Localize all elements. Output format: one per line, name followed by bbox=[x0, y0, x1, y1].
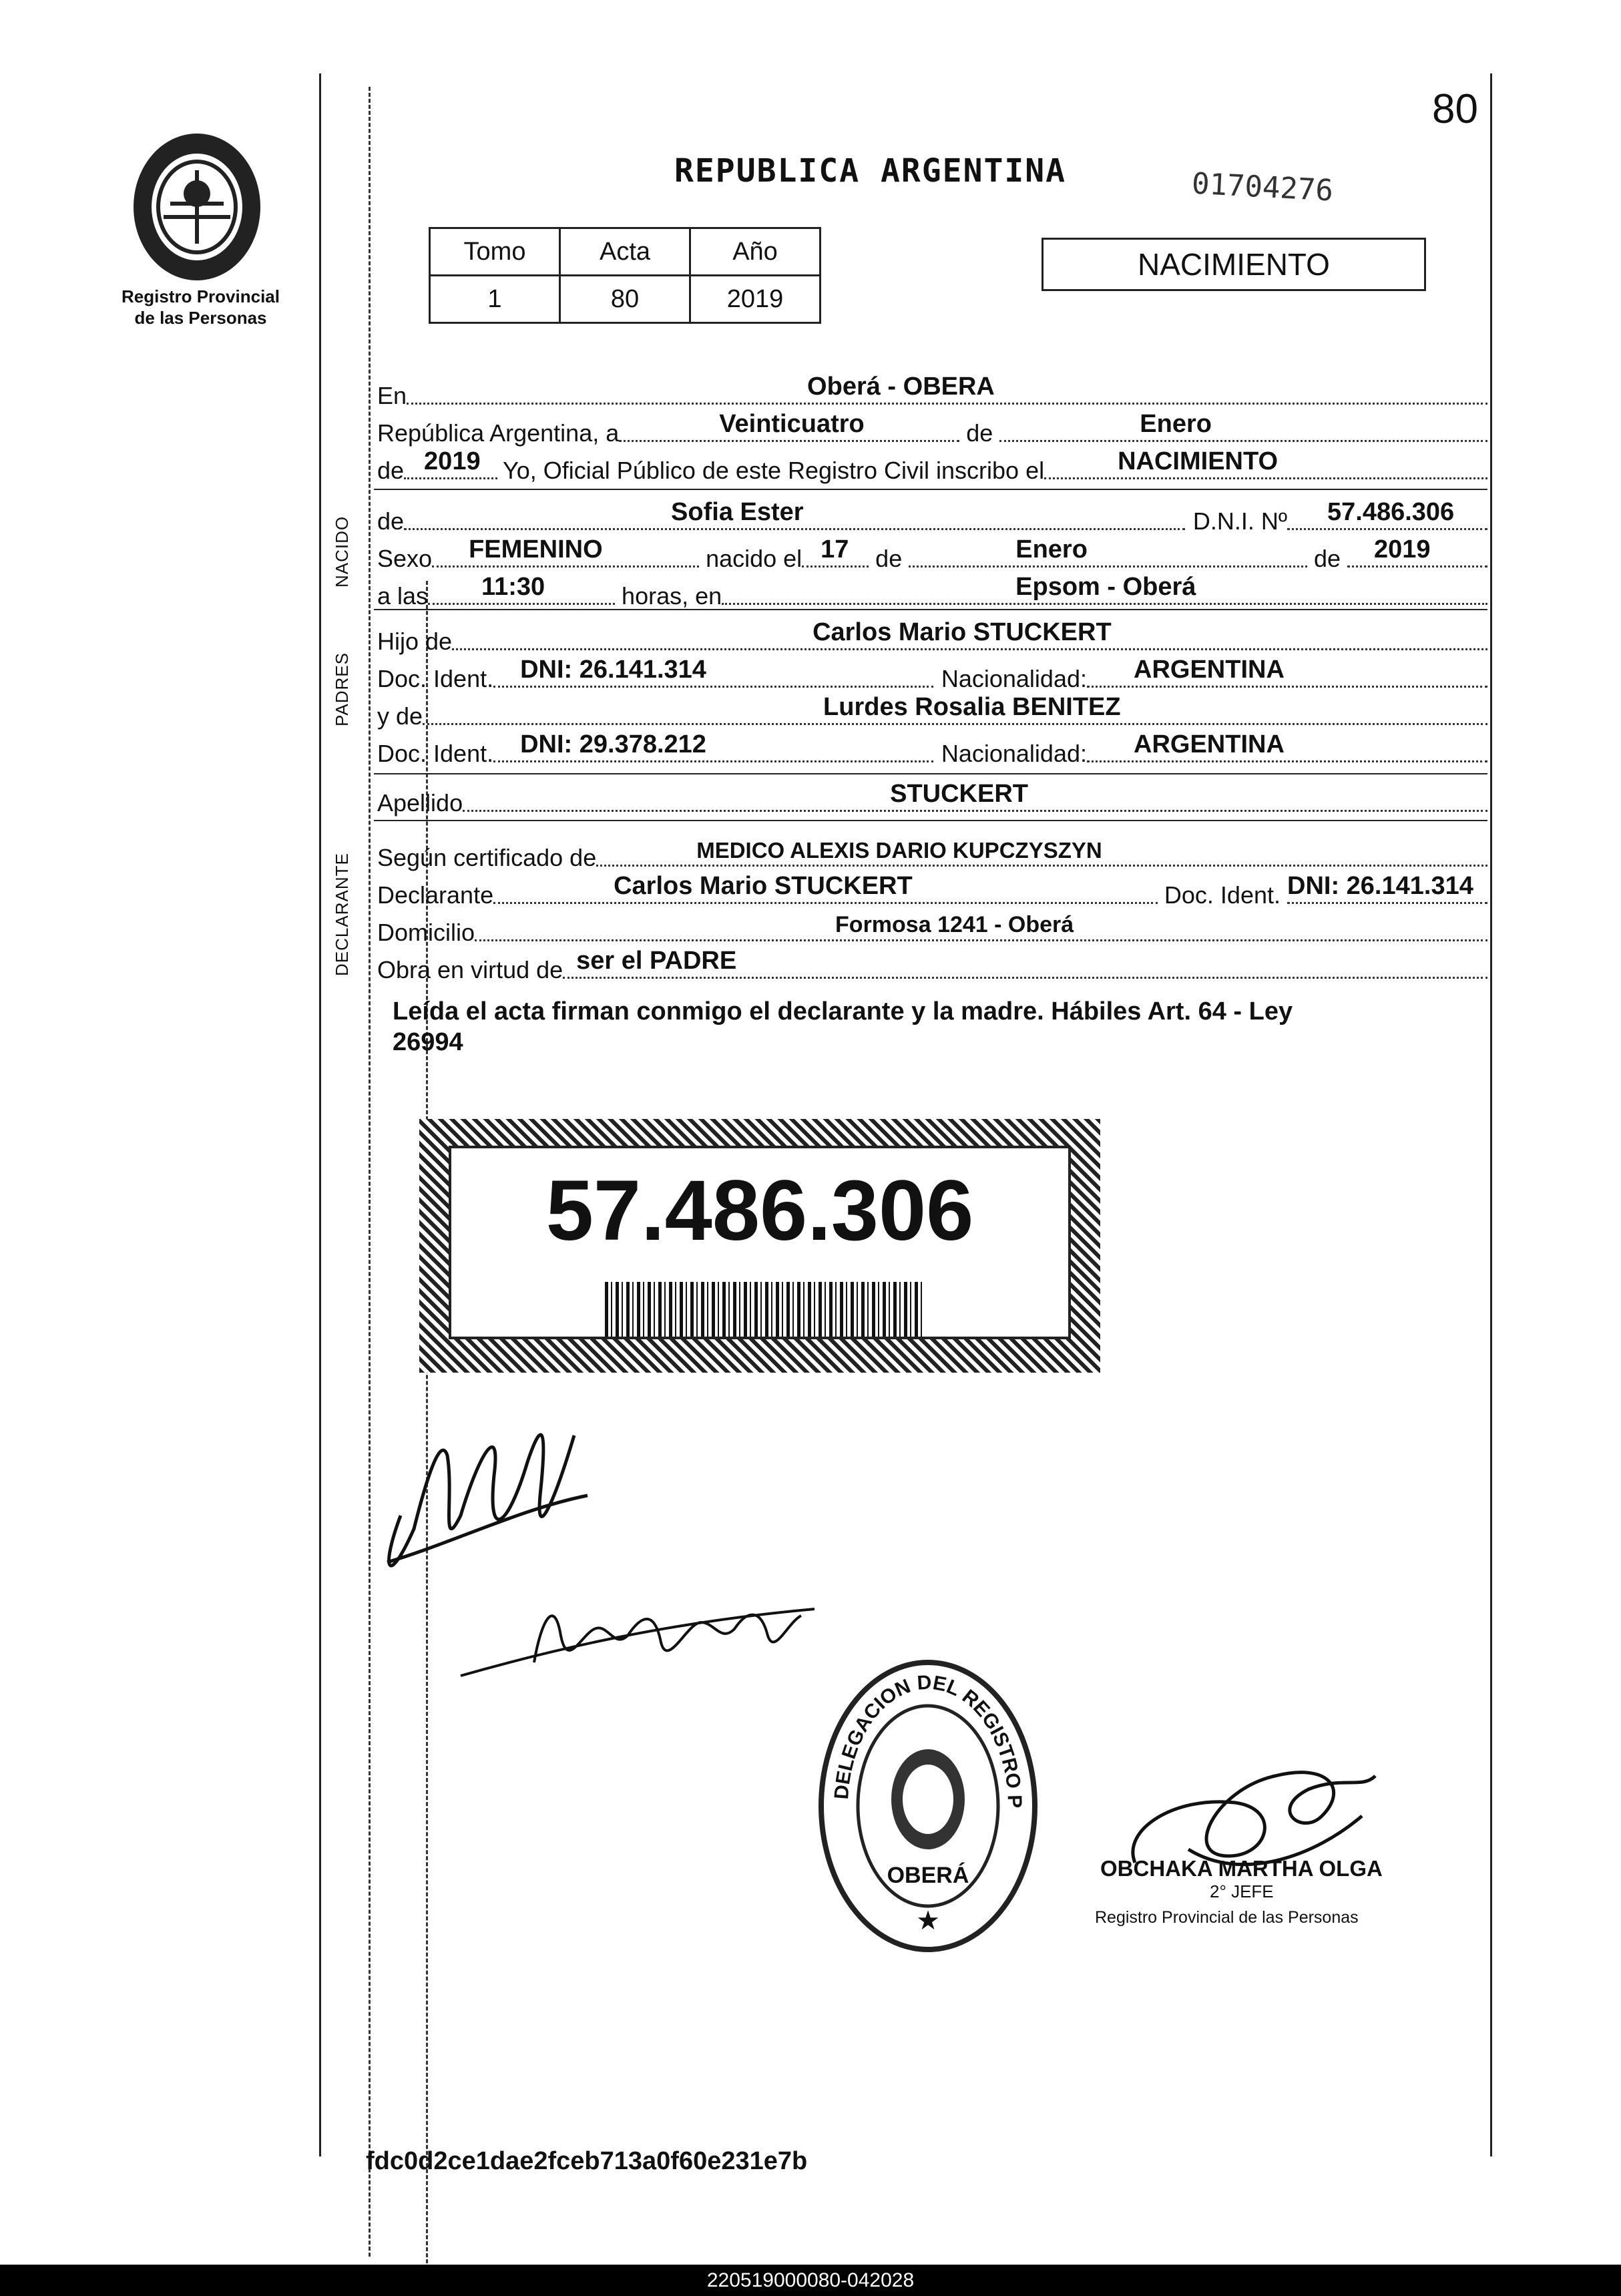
madre-value: Lurdes Rosalia BENITEZ bbox=[823, 693, 1121, 721]
nac2-label: Nacionalidad: bbox=[941, 740, 1087, 767]
row-domicilio bbox=[377, 909, 1487, 947]
stamp-city: OBERÁ bbox=[887, 1863, 969, 1888]
nac1-value: ARGENTINA bbox=[1134, 656, 1285, 684]
segun-value: MEDICO ALEXIS DARIO KUPCZYSZYN bbox=[696, 838, 1102, 863]
hijo-label: Hijo de bbox=[377, 628, 453, 655]
obra-value: ser el PADRE bbox=[576, 947, 737, 975]
de2-label: de bbox=[377, 457, 405, 484]
nombre-label: de bbox=[377, 507, 405, 535]
td-tomo: 1 bbox=[430, 276, 560, 323]
nac-anio: 2019 bbox=[1374, 535, 1431, 563]
obra-label: Obra en virtud de bbox=[377, 956, 563, 983]
document-title: REPUBLICA ARGENTINA bbox=[674, 152, 1067, 190]
oficial-text: Yo, Oficial Público de este Registro Civil inscribo el bbox=[503, 457, 1045, 484]
closing-line-1: Leída el acta firman conmigo el declarante y la madre. Hábiles Art. 64 - Ley bbox=[393, 997, 1293, 1025]
td-anio: 2019 bbox=[690, 276, 821, 323]
row-hora bbox=[377, 573, 1487, 610]
nac-mes: Enero bbox=[1015, 535, 1088, 563]
page-number: 80 bbox=[1432, 86, 1478, 132]
fold-line-1 bbox=[369, 87, 371, 2257]
alas-label: a las bbox=[377, 582, 429, 610]
footer-id: 220519000080-042028 bbox=[706, 2269, 915, 2291]
de-label: de bbox=[966, 419, 993, 447]
section-label-declarante: DECLARANTE bbox=[332, 853, 352, 976]
doc3-value: DNI: 26.141.314 bbox=[1287, 872, 1473, 900]
anio-value: 2019 bbox=[424, 447, 481, 475]
rule-1 bbox=[374, 489, 1487, 490]
dni-value: 57.486.306 bbox=[1327, 498, 1455, 526]
doc2-value: DNI: 29.378.212 bbox=[520, 730, 706, 758]
row-declarante bbox=[377, 872, 1487, 909]
rule-3 bbox=[374, 773, 1487, 774]
row-en bbox=[377, 373, 1487, 410]
padre-value: Carlos Mario STUCKERT bbox=[813, 618, 1112, 646]
signature-declarante bbox=[374, 1395, 594, 1582]
right-margin-line bbox=[1490, 73, 1492, 2156]
official-name: OBCHAKA MARTHA OLGA bbox=[1100, 1856, 1383, 1881]
official-stamp bbox=[815, 1656, 1041, 1956]
nombre-value: Sofia Ester bbox=[671, 498, 804, 526]
logo-caption: Registro Provincial de las Personas bbox=[122, 286, 280, 328]
rep-label: República Argentina, a bbox=[377, 419, 620, 447]
row-doc-padre bbox=[377, 656, 1487, 693]
sexo-label: Sexo bbox=[377, 545, 433, 572]
official-org: Registro Provincial de las Personas bbox=[1095, 1908, 1359, 1927]
official-title: 2° JEFE bbox=[1210, 1881, 1274, 1901]
row-apellido bbox=[377, 780, 1487, 817]
row-fecha bbox=[377, 410, 1487, 447]
row-certificado bbox=[377, 835, 1487, 872]
declarante-label: Declarante bbox=[377, 881, 494, 909]
th-anio: Año bbox=[690, 228, 821, 276]
doc1-value: DNI: 26.141.314 bbox=[520, 656, 706, 684]
nac2-value: ARGENTINA bbox=[1134, 730, 1285, 758]
doc2-label: Doc. Ident. bbox=[377, 740, 494, 767]
dni-label: D.N.I. Nº bbox=[1192, 507, 1287, 535]
footer-bar bbox=[0, 2265, 1621, 2296]
en-label: En bbox=[377, 382, 407, 409]
segun-label: Según certificado de bbox=[377, 844, 597, 871]
left-margin-line bbox=[319, 73, 321, 2156]
dia-value: Veinticuatro bbox=[719, 410, 865, 438]
horas-label: horas, en bbox=[622, 582, 722, 610]
hora-value: 11:30 bbox=[481, 573, 545, 601]
row-acto bbox=[377, 447, 1487, 485]
row-padre bbox=[377, 618, 1487, 656]
row-obra bbox=[377, 947, 1487, 984]
doc1-label: Doc. Ident. bbox=[377, 665, 494, 692]
de3-label: de bbox=[875, 545, 903, 572]
nacido-label: nacido el bbox=[706, 545, 802, 572]
signature-madre bbox=[454, 1582, 828, 1702]
th-acta: Acta bbox=[560, 228, 690, 276]
nac1-label: Nacionalidad: bbox=[941, 665, 1087, 692]
declarante-value: Carlos Mario STUCKERT bbox=[614, 872, 913, 900]
section-label-nacido: NACIDO bbox=[332, 515, 352, 588]
provincial-logo bbox=[130, 130, 264, 284]
tomo-acta-table bbox=[429, 227, 821, 324]
yde-label: y de bbox=[377, 702, 423, 730]
document-hash: fdc0d2ce1dae2fceb713a0f60e231e7b bbox=[366, 2147, 808, 2175]
section-label-padres: PADRES bbox=[332, 652, 352, 726]
acto-value: NACIMIENTO bbox=[1118, 447, 1279, 475]
rule-4 bbox=[374, 820, 1487, 821]
record-type-box bbox=[1041, 238, 1426, 291]
svg-text:★: ★ bbox=[916, 1906, 940, 1935]
domicilio-value: Formosa 1241 - Oberá bbox=[835, 912, 1074, 937]
domicilio-label: Domicilio bbox=[377, 919, 475, 946]
row-madre bbox=[377, 693, 1487, 730]
dni-sticker bbox=[419, 1119, 1100, 1373]
th-tomo: Tomo bbox=[430, 228, 560, 276]
de4-label: de bbox=[1313, 545, 1341, 572]
td-acta: 80 bbox=[560, 276, 690, 323]
record-type-label: NACIMIENTO bbox=[1138, 247, 1330, 282]
nac-dia: 17 bbox=[821, 535, 849, 563]
lugar-value: Epsom - Oberá bbox=[1015, 573, 1196, 601]
dni-barcode bbox=[605, 1282, 925, 1337]
en-value: Oberá - OBERA bbox=[807, 373, 995, 401]
apellido-value: STUCKERT bbox=[890, 780, 1028, 808]
closing-line-2: 26994 bbox=[393, 1028, 463, 1056]
row-nombre bbox=[377, 498, 1487, 535]
serial-number: 01704276 bbox=[1190, 166, 1335, 208]
doc3-label: Doc. Ident. bbox=[1164, 881, 1281, 909]
apellido-label: Apellido bbox=[377, 789, 463, 817]
row-doc-madre bbox=[377, 730, 1487, 768]
mes-value: Enero bbox=[1140, 410, 1212, 438]
sexo-value: FEMENINO bbox=[469, 535, 603, 563]
stamp-ring-text: DELEGACION DEL REGISTRO P bbox=[831, 1671, 1026, 1809]
row-sexo bbox=[377, 535, 1487, 573]
dni-sticker-number: 57.486.306 bbox=[545, 1163, 974, 1258]
